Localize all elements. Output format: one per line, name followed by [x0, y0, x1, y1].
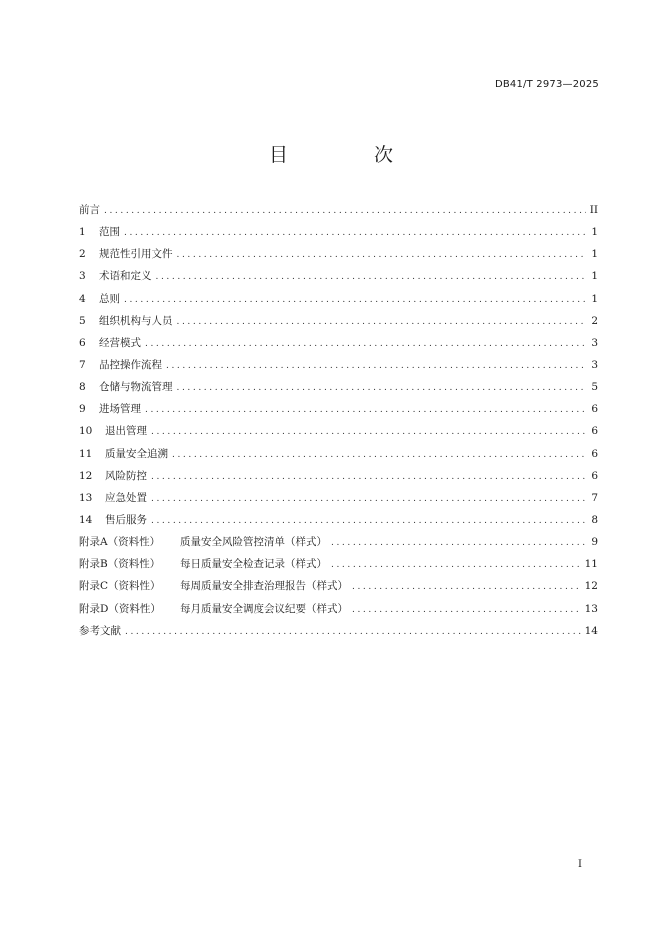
toc-leader-dots	[172, 444, 586, 466]
toc-entry[interactable]	[79, 598, 598, 620]
toc-entry-number: 12	[79, 469, 93, 482]
toc-entry-label: 风险防控	[105, 469, 147, 482]
toc-entry-number: 3	[79, 270, 86, 283]
toc-entry-number: 6	[79, 336, 86, 349]
toc-entry-page: 11	[584, 558, 598, 571]
page-number: I	[578, 859, 582, 870]
toc-leader-dots	[151, 510, 586, 532]
toc-entry[interactable]	[79, 620, 598, 642]
toc-entry[interactable]	[79, 420, 598, 442]
toc-entry-number: 1	[79, 226, 86, 239]
toc-entry[interactable]	[79, 443, 598, 465]
toc-entry-page: 3	[591, 336, 598, 349]
toc-entry-number: 2	[79, 248, 86, 261]
toc-entry-number: 8	[79, 381, 86, 394]
toc-entry[interactable]	[79, 243, 598, 265]
toc-leader-dots	[151, 488, 586, 510]
toc-entry[interactable]	[79, 332, 598, 354]
toc-leader-dots	[352, 576, 581, 598]
toc-entry-page: 12	[584, 580, 598, 593]
toc-entry-label: 规范性引用文件	[99, 248, 173, 261]
toc-entry-number: 11	[79, 447, 93, 460]
toc-entry-page: 13	[584, 602, 598, 615]
standard-code: DB41/T 2973—2025	[494, 79, 599, 90]
toc-entry[interactable]	[79, 575, 598, 597]
toc-entry-number: 5	[79, 314, 86, 327]
toc-entry-page: 7	[591, 491, 598, 504]
toc-entry-page: 6	[591, 403, 598, 416]
toc-entry-page: II	[589, 204, 598, 216]
toc-entry[interactable]	[79, 531, 598, 553]
toc-leader-dots	[104, 200, 586, 222]
toc-entry-label: 质量安全风险管控清单（样式）	[180, 536, 327, 549]
toc-leader-dots	[352, 599, 581, 621]
toc-appendix-label: 附录C（资料性）	[79, 580, 161, 593]
toc-leader-dots	[331, 532, 586, 554]
toc-entry-page: 1	[591, 248, 598, 261]
toc-entry-label: 前言	[79, 204, 100, 216]
toc-entry-label: 退出管理	[105, 425, 147, 438]
toc-entry[interactable]	[79, 398, 598, 420]
toc-entry-page: 6	[591, 469, 598, 482]
toc-entry[interactable]	[79, 509, 598, 531]
toc-entry[interactable]	[79, 288, 598, 310]
toc-entry[interactable]	[79, 487, 598, 509]
toc-entry-page: 3	[591, 358, 598, 371]
toc-appendix-label: 附录D（资料性）	[79, 602, 161, 615]
toc-entry-page: 8	[591, 513, 598, 526]
toc-entry-page: 2	[591, 314, 598, 327]
toc-leader-dots	[177, 311, 587, 333]
toc-entry-page: 9	[591, 536, 598, 549]
toc-entry-label: 售后服务	[105, 513, 147, 526]
toc-entry-label: 质量安全追溯	[105, 447, 168, 460]
toc-entry[interactable]	[79, 265, 598, 287]
toc-leader-dots	[177, 377, 587, 399]
toc-entry-page: 6	[591, 447, 598, 460]
toc-entry-label: 每周质量安全排查治理报告（样式）	[180, 580, 348, 593]
toc-title: 目 次	[268, 144, 434, 166]
toc-leader-dots	[125, 621, 581, 643]
toc-leader-dots	[124, 222, 586, 244]
toc-leader-dots	[177, 244, 587, 266]
toc-entry-label: 品控操作流程	[99, 358, 162, 371]
toc-entry-page: 6	[591, 425, 598, 438]
toc-entry-label: 每日质量安全检查记录（样式）	[180, 558, 327, 571]
toc-leader-dots	[124, 289, 586, 311]
toc-entry-page: 5	[591, 381, 598, 394]
toc-entry-label: 组织机构与人员	[99, 314, 173, 327]
toc-entry[interactable]	[79, 221, 598, 243]
toc-entry-label: 经营模式	[99, 336, 141, 349]
toc-leader-dots	[331, 554, 581, 576]
toc-entry-label: 参考文献	[79, 624, 121, 637]
toc-entry[interactable]	[79, 553, 598, 575]
toc-entry-number: 7	[79, 358, 86, 371]
toc-leader-dots	[151, 421, 586, 443]
toc-appendix-label: 附录A（资料性）	[79, 536, 161, 549]
toc-entry-label: 范围	[99, 226, 120, 239]
toc-leader-dots	[145, 399, 586, 421]
toc-entry-number: 4	[79, 292, 86, 305]
toc-entry-number: 9	[79, 403, 86, 416]
toc-entry[interactable]	[79, 354, 598, 376]
toc-leader-dots	[145, 333, 586, 355]
toc-entry-label: 每月质量安全调度会议纪要（样式）	[180, 602, 348, 615]
toc-entry[interactable]	[79, 310, 598, 332]
toc-leader-dots	[166, 355, 586, 377]
toc-entry-page: 1	[591, 270, 598, 283]
toc-leader-dots	[156, 266, 587, 288]
toc-entry-number: 14	[79, 513, 93, 526]
toc-entry-page: 1	[591, 226, 598, 239]
toc-entry-label: 进场管理	[99, 403, 141, 416]
toc-entry-label: 术语和定义	[99, 270, 152, 283]
toc-entry-label: 总则	[99, 292, 120, 305]
toc-entry[interactable]	[79, 465, 598, 487]
toc-entry[interactable]	[79, 376, 598, 398]
toc-entry-number: 10	[79, 425, 93, 438]
toc-entry-label: 仓储与物流管理	[99, 381, 173, 394]
toc-entry-number: 13	[79, 491, 93, 504]
toc-appendix-label: 附录B（资料性）	[79, 558, 161, 571]
toc-entry-label: 应急处置	[105, 491, 147, 504]
table-of-contents	[79, 199, 598, 642]
toc-leader-dots	[151, 466, 586, 488]
toc-entry-page: 14	[584, 624, 598, 637]
toc-entry[interactable]	[79, 199, 598, 221]
toc-entry-page: 1	[591, 292, 598, 305]
